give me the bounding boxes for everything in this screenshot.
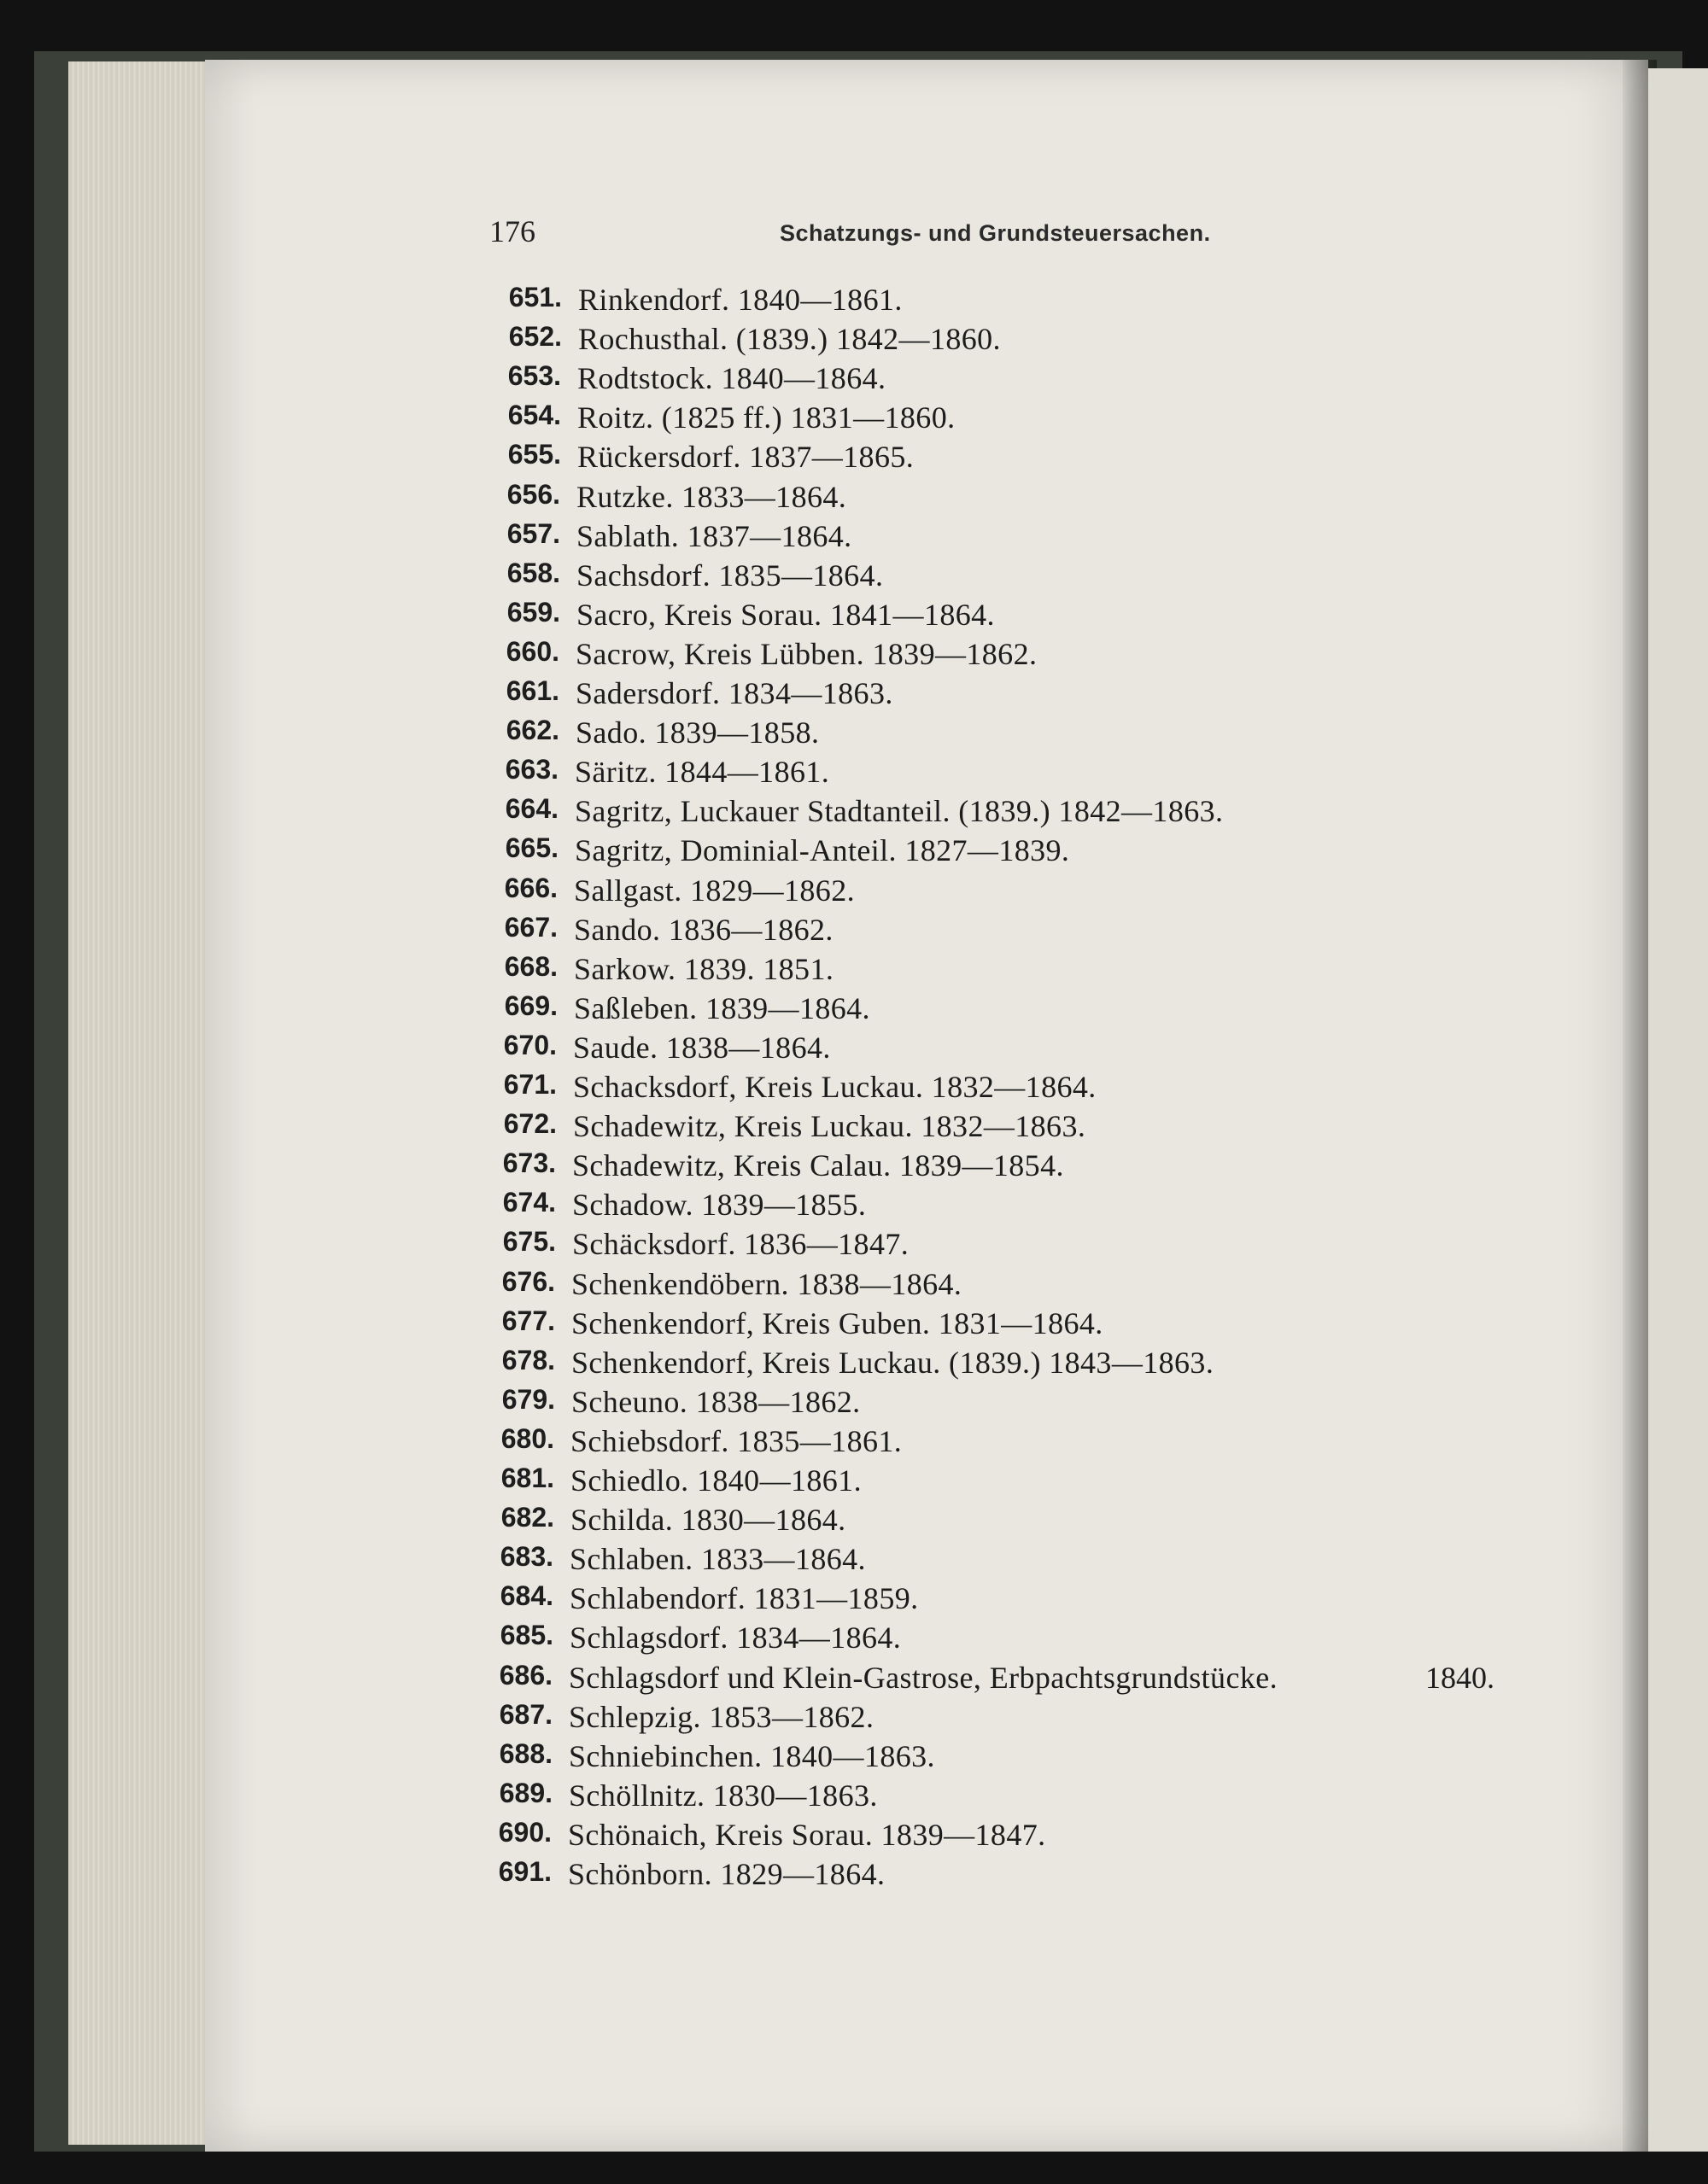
entry-text: Schäcksdorf. 1836—1847. [572, 1227, 910, 1262]
entry-text: Sablath. 1837—1864. [576, 518, 852, 553]
entry-number: 678. [501, 1344, 555, 1375]
entry-text: Säritz. 1844—1861. [575, 755, 830, 790]
entry-number: 677. [501, 1305, 555, 1336]
entry-text: Sagritz, Dominial-Anteil. 1827—1839. [575, 833, 1070, 868]
entry-number: 653. [507, 360, 561, 392]
entry-text: Schenkendöbern. 1838—1864. [571, 1266, 962, 1301]
entry-text: Schöllnitz. 1830—1863. [569, 1778, 878, 1813]
entry-text: Sachsdorf. 1835—1864. [576, 558, 884, 593]
entry-number: 662. [506, 715, 559, 746]
entry-number: 675. [502, 1226, 556, 1258]
entry-number: 664. [505, 793, 559, 825]
entry-text: Sado. 1839—1858. [576, 715, 820, 750]
entry-text: Schlabendorf. 1831—1859. [570, 1581, 919, 1616]
entry-text: Schlepzig. 1853—1862. [569, 1699, 874, 1734]
running-head: Schatzungs- und Grundsteuersachen. [780, 220, 1211, 246]
entry-number: 682. [500, 1502, 554, 1533]
entry-text: Rückersdorf. 1837—1865. [577, 440, 915, 475]
entry-number: 684. [500, 1580, 553, 1612]
entry-number: 656. [506, 478, 560, 510]
entry-text: Schadewitz, Kreis Luckau. 1832—1863. [573, 1109, 1086, 1144]
entry-number: 685. [500, 1620, 553, 1651]
entry-number: 674. [502, 1187, 556, 1218]
entry-number: 657. [506, 517, 560, 549]
entry-number: 667. [504, 911, 558, 943]
entry-number: 679. [501, 1383, 555, 1415]
facing-page-edge [1648, 68, 1708, 2152]
entry-text: Rutzke. 1833—1864. [576, 479, 847, 514]
entry-text: Sallgast. 1829—1862. [574, 873, 855, 908]
entry-number: 676. [501, 1265, 555, 1297]
entry-number: 659. [506, 596, 560, 628]
entry-number: 663. [505, 754, 559, 785]
entry-number: 655. [507, 439, 561, 470]
entry-text: Schadewitz, Kreis Calau. 1839—1854. [572, 1148, 1064, 1183]
entry-text: Schiebsdorf. 1835—1861. [570, 1423, 903, 1458]
entry-text: Schönaich, Kreis Sorau. 1839—1847. [568, 1817, 1046, 1852]
entry-number: 690. [498, 1816, 552, 1848]
entry-text: Schiedlo. 1840—1861. [570, 1463, 862, 1498]
entry-text: Roitz. (1825 ff.) 1831—1860. [577, 400, 956, 435]
entry-year: 1840. [1425, 1660, 1494, 1695]
entry-number: 654. [507, 400, 561, 431]
entry-number: 683. [500, 1541, 553, 1573]
entry-number: 681. [500, 1463, 554, 1493]
entry-number: 671. [503, 1069, 557, 1100]
entry-text: Schenkendorf, Kreis Guben. 1831—1864. [571, 1305, 1103, 1340]
entry-text: Rochusthal. (1839.) 1842—1860. [578, 322, 1001, 357]
entry-text: Schenkendorf, Kreis Luckau. (1839.) 1843—1863. [571, 1345, 1214, 1380]
entry-text: Sadersdorf. 1834—1863. [576, 676, 893, 710]
entry-text: Saude. 1838—1864. [573, 1030, 831, 1065]
entry-text: Schlagsdorf und Klein-Gastrose, Erbpachtsgrundstücke. [569, 1660, 1278, 1695]
entry-text: Schacksdorf, Kreis Luckau. 1832—1864. [573, 1070, 1097, 1104]
entry-number: 686. [499, 1659, 553, 1691]
entry-number: 680. [500, 1422, 554, 1454]
entry-text: Scheuno. 1838—1862. [571, 1384, 861, 1419]
entry-number: 673. [502, 1147, 556, 1179]
entry-number: 658. [506, 557, 560, 588]
entry-number: 689. [499, 1777, 553, 1808]
entry-number: 669. [504, 990, 558, 1021]
entry-number: 687. [499, 1698, 553, 1730]
entry-text: Sacro, Kreis Sorau. 1841—1864. [576, 597, 995, 632]
entry-text: Sando. 1836—1862. [574, 912, 834, 947]
page-edges [68, 61, 222, 2145]
entry-number: 651. [508, 282, 562, 312]
entry-text: Schniebinchen. 1840—1863. [569, 1738, 935, 1773]
entry-number: 652. [508, 321, 562, 353]
entry-number: 666. [504, 872, 558, 903]
entry-text: Sacrow, Kreis Lübben. 1839—1862. [576, 636, 1038, 671]
entry-number: 665. [505, 832, 559, 864]
entry-number: 691. [498, 1856, 552, 1887]
entry-number: 668. [504, 950, 558, 982]
entry-text: Schlagsdorf. 1834—1864. [570, 1620, 902, 1656]
entry-text: Rodtstock. 1840—1864. [577, 361, 886, 396]
entry-text: Rinkendorf. 1840—1861. [578, 283, 903, 317]
entry-text: Sarkow. 1839. 1851. [574, 951, 834, 986]
page-number: 176 [489, 214, 535, 248]
entry-number: 688. [499, 1737, 553, 1769]
entry-text: Saßleben. 1839—1864. [574, 990, 870, 1025]
entry-text: Schönborn. 1829—1864. [568, 1857, 886, 1891]
entry-text: Schlaben. 1833—1864. [570, 1542, 866, 1577]
entry-number: 672. [503, 1108, 557, 1140]
entry-text: Sagritz, Luckauer Stadtanteil. (1839.) 1842—1863. [575, 794, 1224, 829]
entry-number: 660. [506, 635, 559, 667]
entry-number: 670. [503, 1029, 557, 1060]
page-header [489, 213, 1258, 256]
entry-number: 661. [506, 675, 559, 706]
entry-text: Schadow. 1839—1855. [572, 1188, 867, 1223]
entry-text: Schilda. 1830—1864. [570, 1503, 846, 1538]
